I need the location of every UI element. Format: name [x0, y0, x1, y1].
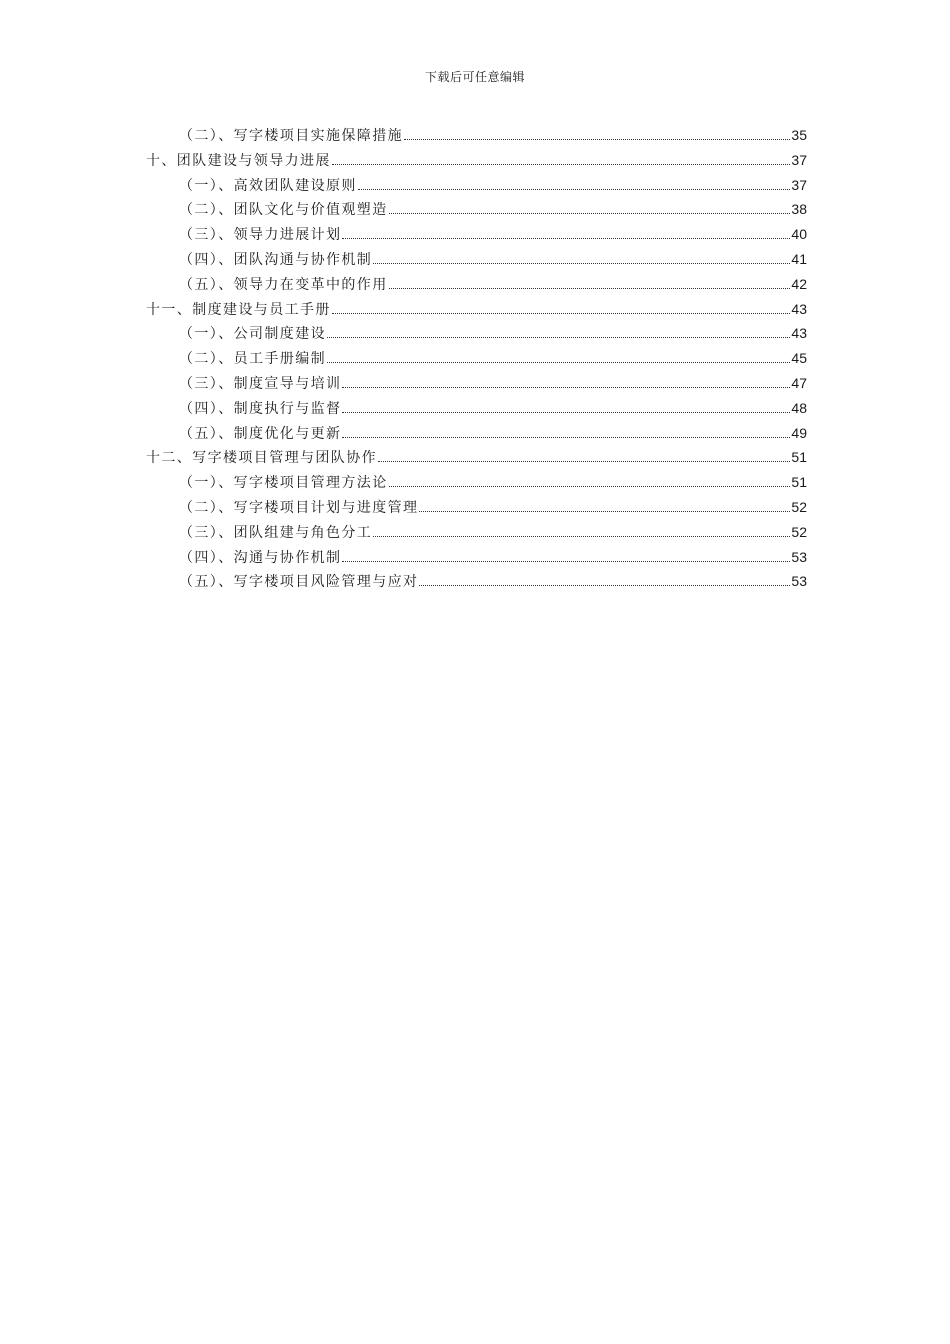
toc-entry-page: 37 [791, 151, 807, 168]
toc-entry-title: （二）、写字楼项目计划与进度管理 [179, 499, 419, 516]
toc-dot-leader [327, 362, 790, 363]
toc-entry[interactable] [146, 150, 807, 175]
toc-entry-title: （二）、写字楼项目实施保障措施 [179, 128, 403, 144]
toc-entry-title: （四）、团队沟通与协作机制 [179, 251, 373, 268]
toc-entry-title: （四）、制度执行与监督 [179, 400, 342, 417]
toc-entry[interactable] [146, 323, 807, 348]
toc-entry-page: 40 [791, 226, 807, 243]
toc-entry-title: （五）、领导力在变革中的作用 [179, 276, 388, 293]
toc-entry[interactable] [146, 348, 807, 373]
toc-entry[interactable] [146, 522, 807, 547]
toc-entry[interactable] [146, 224, 807, 249]
toc-entry-title: （四）、沟通与协作机制 [179, 549, 342, 566]
toc-entry[interactable] [146, 571, 807, 596]
toc-entry[interactable] [146, 274, 807, 299]
toc-dot-leader [342, 387, 790, 388]
toc-entry-page: 48 [791, 399, 807, 416]
toc-entry-title: （三）、制度宣导与培训 [179, 375, 342, 392]
toc-entry-title: （一）、公司制度建设 [179, 326, 326, 343]
toc-entry-page: 38 [791, 201, 807, 218]
toc-dot-leader [327, 337, 790, 338]
toc-dot-leader [342, 412, 790, 413]
toc-entry-title: （二）、团队文化与价值观塑造 [179, 202, 388, 219]
toc-dot-leader [332, 313, 791, 314]
toc-entry-title: （三）、领导力进展计划 [179, 227, 342, 244]
toc-dot-leader [378, 461, 790, 462]
toc-entry-page: 53 [791, 548, 807, 565]
toc-dot-leader [389, 213, 791, 214]
toc-entry-title: 十一、制度建设与员工手册 [146, 301, 331, 318]
toc-entry[interactable] [146, 447, 807, 472]
toc-entry-page: 51 [791, 474, 807, 491]
toc-dot-leader [358, 189, 791, 190]
toc-entry[interactable] [146, 373, 807, 398]
toc-entry-page: 51 [791, 449, 807, 466]
toc-entry[interactable] [146, 249, 807, 274]
toc-dot-leader [404, 139, 790, 140]
toc-dot-leader [389, 288, 791, 289]
toc-entry-title: （五）、制度优化与更新 [179, 425, 342, 442]
toc-entry[interactable] [146, 125, 807, 150]
toc-entry-page: 47 [791, 374, 807, 391]
toc-entry-title: 十二、写字楼项目管理与团队协作 [146, 450, 377, 467]
toc-entry[interactable] [146, 472, 807, 497]
toc-entry-page: 45 [791, 350, 807, 367]
toc-entry[interactable] [146, 547, 807, 572]
toc-entry-title: （三）、团队组建与角色分工 [179, 524, 373, 541]
toc-entry-page: 41 [791, 250, 807, 267]
toc-entry-page: 53 [791, 573, 807, 590]
toc-entry-page: 52 [791, 523, 807, 540]
toc-dot-leader [373, 263, 790, 264]
toc-dot-leader [342, 238, 790, 239]
toc-dot-leader [342, 437, 790, 438]
toc-entry-title: （一）、高效团队建设原则 [179, 177, 357, 194]
toc-entry-page: 35 [791, 127, 807, 143]
toc-entry-page: 43 [791, 300, 807, 317]
toc-entry[interactable] [146, 199, 807, 224]
toc-entry[interactable] [146, 175, 807, 200]
toc-entry-title: （五）、写字楼项目风险管理与应对 [179, 574, 419, 591]
toc-entry-page: 42 [791, 275, 807, 292]
toc-entry[interactable] [146, 398, 807, 423]
toc-dot-leader [342, 561, 790, 562]
toc-entry[interactable] [146, 299, 807, 324]
toc-entry-title: 十、团队建设与领导力进展 [146, 152, 331, 169]
toc-entry-title: （一）、写字楼项目管理方法论 [179, 475, 388, 492]
toc-entry[interactable] [146, 423, 807, 448]
toc-dot-leader [373, 536, 790, 537]
toc-entry-page: 49 [791, 424, 807, 441]
toc-entry[interactable] [146, 497, 807, 522]
toc-entry-page: 52 [791, 498, 807, 515]
toc-entry-page: 37 [791, 176, 807, 193]
toc-dot-leader [389, 486, 791, 487]
toc-dot-leader [419, 585, 790, 586]
toc-entry-page: 43 [791, 325, 807, 342]
toc-dot-leader [419, 511, 790, 512]
toc-dot-leader [332, 164, 791, 165]
table-of-contents [146, 125, 807, 596]
page-header: 下载后可任意编辑 [424, 70, 525, 84]
toc-entry-title: （二）、员工手册编制 [179, 351, 326, 368]
